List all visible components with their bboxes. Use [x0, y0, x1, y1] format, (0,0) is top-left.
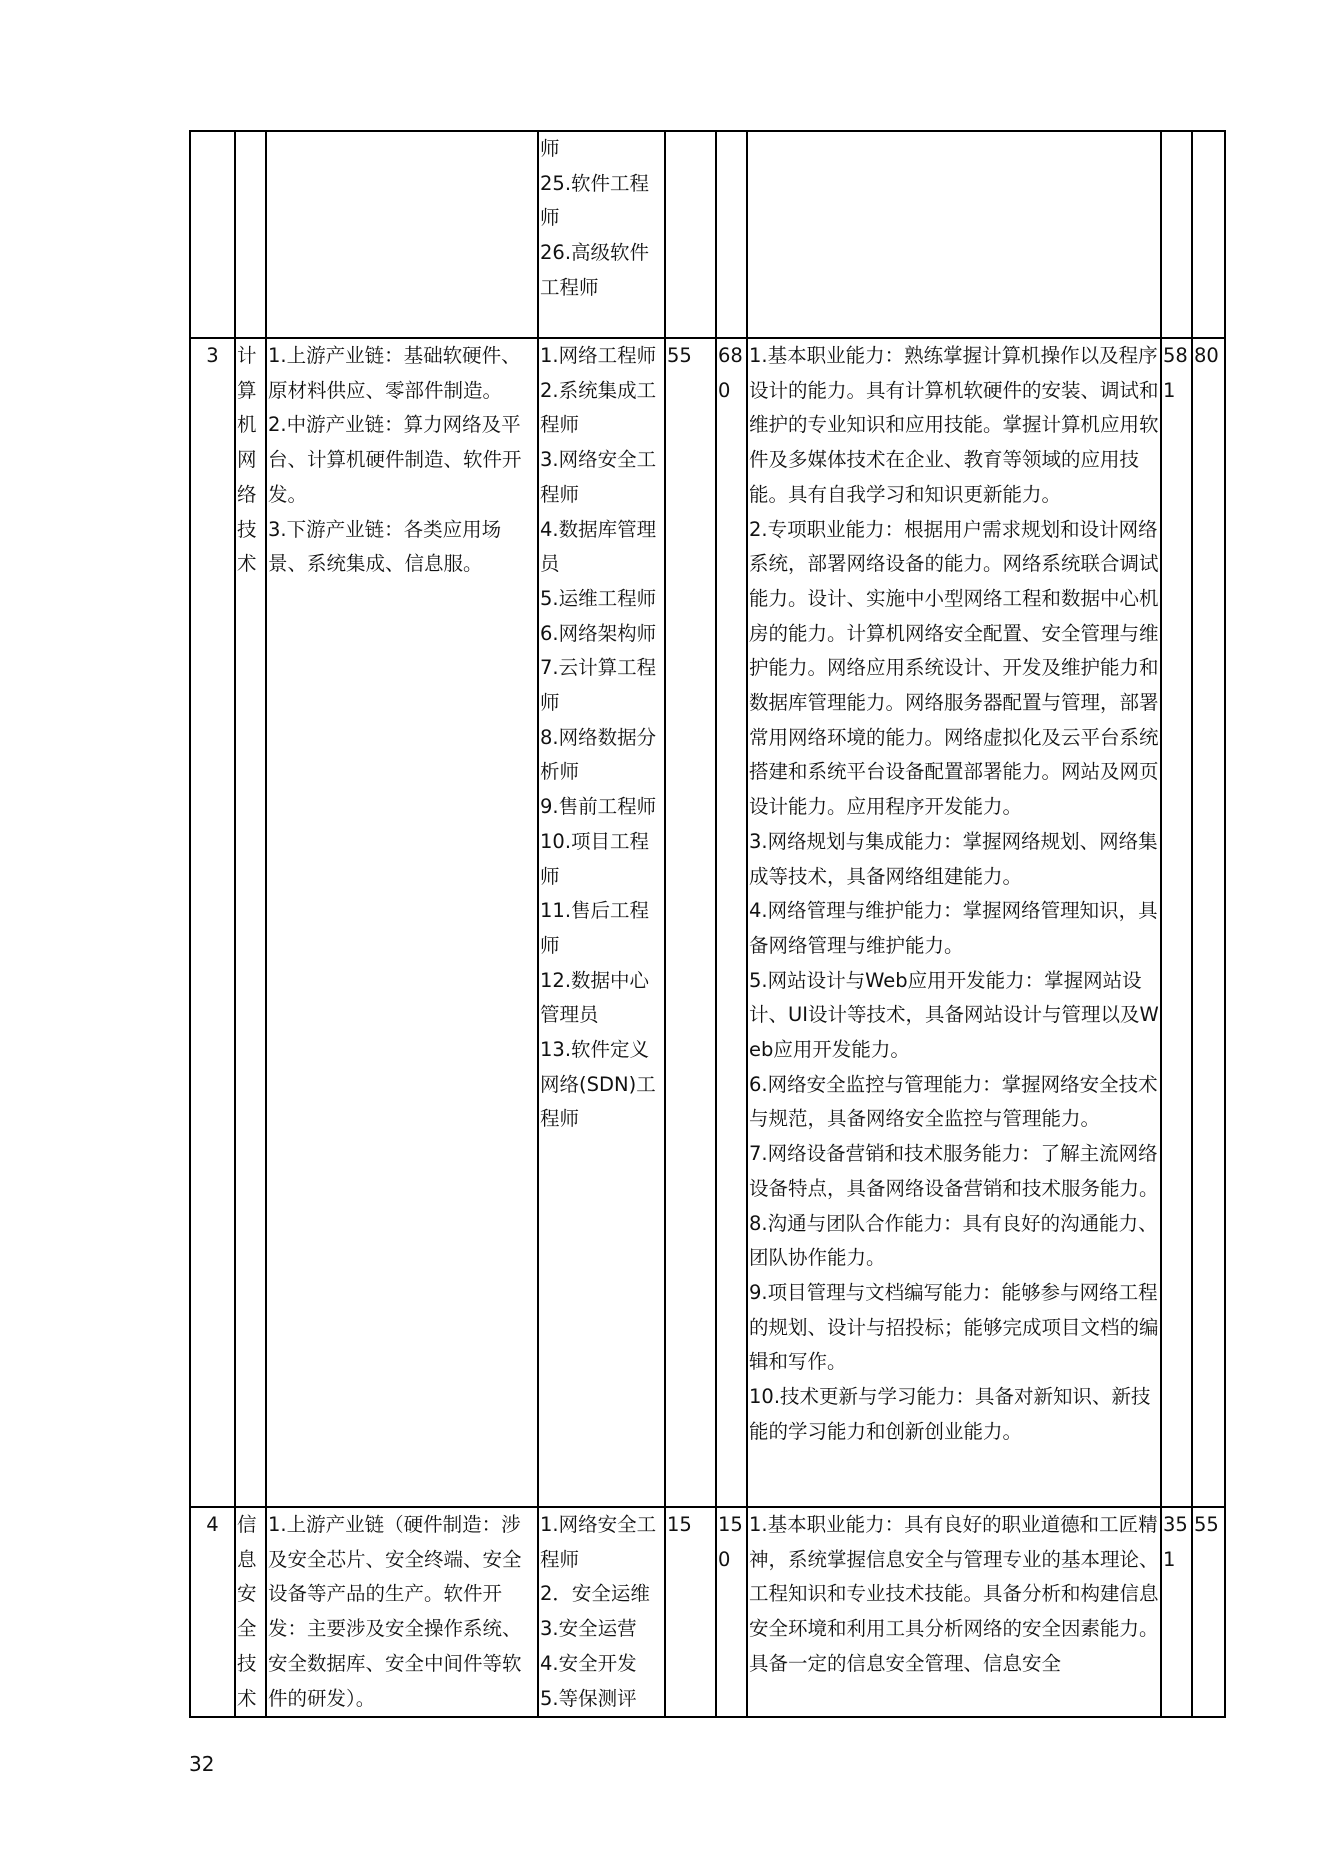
count-cell-3 — [1161, 131, 1192, 338]
page-number: 32 — [189, 1752, 215, 1776]
table-row — [190, 131, 1225, 338]
abilities-cell — [747, 131, 1161, 338]
major-cell — [235, 131, 266, 338]
row-number-cell: 4 — [190, 1507, 235, 1717]
count-cell-3: 581 — [1161, 338, 1192, 1507]
count-cell-1 — [665, 131, 716, 338]
count-cell-2 — [716, 131, 747, 338]
count-cell-1: 15 — [665, 1507, 716, 1717]
abilities-cell: 1.基本职业能力：熟练掌握计算机操作以及程序设计的能力。具有计算机软硬件的安装、调试和维护的专业知识和应用技能。掌握计算机应用软件及多媒体技术在企业、教育等领域的应用技能。具有自我学习和知识更新能力。 2.专项职业能力：根据用户需求规划和设计网络系统，部署网络设备的能力。网络系统联合调试能力。设计、实施中小型网络工程和数据中心机房的能力。计算机网络安全配置、安全管理与维护能力。网络应用系统设计、开发及维护能力和数据库管理能力。网络服务器配置与管理，部署常用网络环境的能力。网络虚拟化及云平台系统搭建和系统平台设备配置部署能力。网站及网页设计能力。应用程序开发能力。 3.网络规划与集成能力：掌握网络规划、网络集成等技术，具备网络组建能力。 4.网络管理与维护能力：掌握网络管理知识，具备网络管理与维护能力。 5.网站设计与Web应用开发能力：掌握网站设计、UI设计等技术，具备网站设计与管理以及Web应用开发能力。 6.网络安全监控与管理能力：掌握网络安全技术与规范，具备网络安全监控与管理能力。 7.网络设备营销和技术服务能力：了解主流网络设备特点，具备网络设备营销和技术服务能力。 8.沟通与团队合作能力：具有良好的沟通能力、团队协作能力。 9.项目管理与文档编写能力：能够参与网络工程的规划、设计与招投标；能够完成项目文档的编辑和写作。 10.技术更新与学习能力：具备对新知识、新技能的学习能力和创新创业能力。 — [747, 338, 1161, 1507]
industry-chain-cell — [266, 131, 538, 338]
major-cell: 信息安全技术 — [235, 1507, 266, 1717]
table-row — [190, 1507, 1225, 1717]
row-number-cell: 3 — [190, 338, 235, 1507]
count-cell-2: 680 — [716, 338, 747, 1507]
job-positions-cell: 师 25.软件工程师 26.高级软件工程师 — [538, 131, 665, 338]
abilities-cell: 1.基本职业能力：具有良好的职业道德和工匠精神，系统掌握信息安全与管理专业的基本理论、工程知识和专业技术技能。具备分析和构建信息安全环境和利用工具分析网络的安全因素能力。具备一定的信息安全管理、信息安全 — [747, 1507, 1161, 1717]
program-table — [189, 130, 1226, 1718]
count-cell-4: 80 — [1192, 338, 1225, 1507]
job-positions-cell: 1.网络工程师 2.系统集成工程师 3.网络安全工程师 4.数据库管理员 5.运维工程师 6.网络架构师 7.云计算工程师 8.网络数据分析师 9.售前工程师 10.项目工程师 11.售后工程师 12.数据中心管理员 13.软件定义网络(SDN)工程师 — [538, 338, 665, 1507]
major-cell: 计算机网络技术 — [235, 338, 266, 1507]
count-cell-3: 351 — [1161, 1507, 1192, 1717]
table-row — [190, 338, 1225, 1507]
count-cell-4 — [1192, 131, 1225, 338]
count-cell-1: 55 — [665, 338, 716, 1507]
row-number-cell — [190, 131, 235, 338]
count-cell-2: 150 — [716, 1507, 747, 1717]
count-cell-4: 55 — [1192, 1507, 1225, 1717]
job-positions-cell: 1.网络安全工程师 2．安全运维 3.安全运营 4.安全开发 5.等保测评 — [538, 1507, 665, 1717]
industry-chain-cell: 1.上游产业链（硬件制造：涉及安全芯片、安全终端、安全设备等产品的生产。软件开发：主要涉及安全操作系统、安全数据库、安全中间件等软件的研发）。 — [266, 1507, 538, 1717]
industry-chain-cell: 1.上游产业链：基础软硬件、原材料供应、零部件制造。 2.中游产业链：算力网络及平台、计算机硬件制造、软件开发。 3.下游产业链：各类应用场景、系统集成、信息服。 — [266, 338, 538, 1507]
